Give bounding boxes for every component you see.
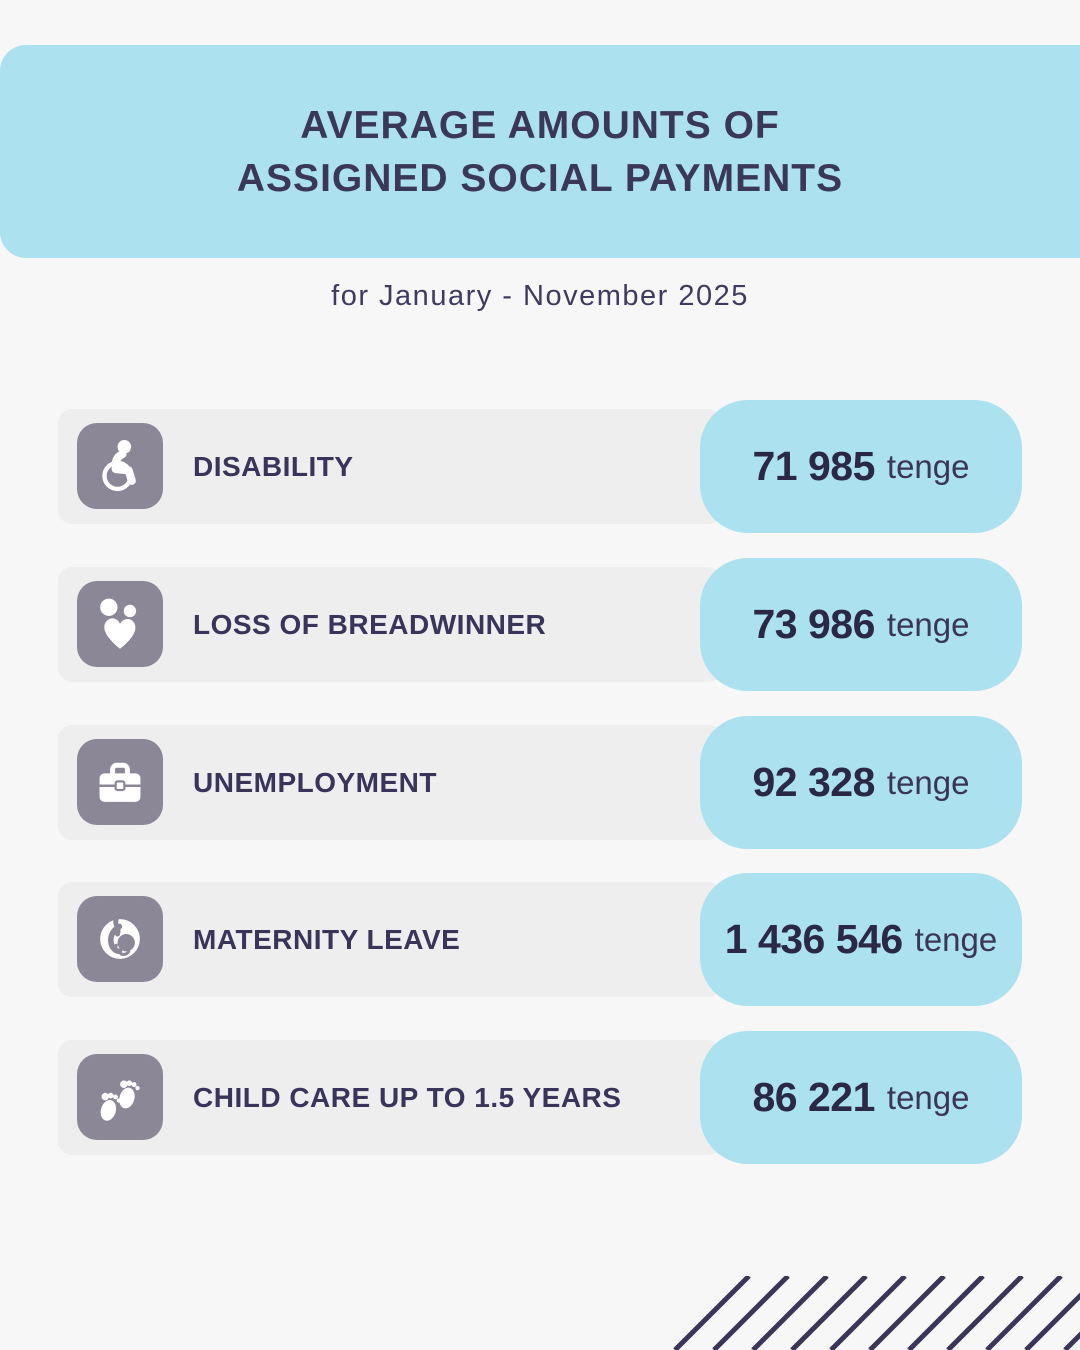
wheelchair-icon bbox=[77, 423, 163, 509]
amount-pill bbox=[700, 558, 1022, 691]
amount-pill bbox=[700, 716, 1022, 849]
amount-pill bbox=[700, 400, 1022, 533]
header-band bbox=[0, 45, 1080, 258]
amount-value: 71 985 bbox=[752, 443, 875, 489]
wheelchair-icon-glyph bbox=[89, 435, 151, 497]
payment-row-unemployment bbox=[0, 716, 1080, 849]
amount-value: 1 436 546 bbox=[724, 916, 903, 962]
briefcase-icon bbox=[77, 739, 163, 825]
baby-feet-icon-glyph bbox=[89, 1066, 151, 1128]
payment-label: MATERNITY LEAVE bbox=[193, 923, 461, 955]
amount-value: 92 328 bbox=[752, 759, 875, 805]
amount-unit: tenge bbox=[886, 763, 970, 801]
parent-child-icon bbox=[77, 581, 163, 667]
amount-value: 73 986 bbox=[752, 601, 875, 647]
period-subtitle: for January - November 2025 bbox=[331, 280, 749, 312]
amount-value: 86 221 bbox=[752, 1074, 875, 1120]
payment-label: CHILD CARE UP TO 1.5 YEARS bbox=[193, 1081, 622, 1113]
amount-unit: tenge bbox=[914, 920, 998, 958]
payment-label: UNEMPLOYMENT bbox=[193, 766, 437, 798]
page-title-line2: ASSIGNED SOCIAL PAYMENTS bbox=[236, 156, 844, 200]
amount-unit: tenge bbox=[886, 605, 970, 643]
page-title-line1: AVERAGE AMOUNTS OF bbox=[300, 103, 780, 147]
amount-pill bbox=[700, 873, 1022, 1006]
briefcase-icon-glyph bbox=[89, 751, 151, 813]
row-background-bar bbox=[58, 1040, 722, 1155]
row-background-bar bbox=[58, 409, 722, 524]
amount-unit: tenge bbox=[886, 1078, 970, 1116]
amount-pill bbox=[700, 1031, 1022, 1164]
diagonal-stripes-decoration bbox=[653, 1276, 1080, 1350]
payment-row-loss-of-breadwinner bbox=[0, 558, 1080, 691]
row-background-bar bbox=[58, 567, 722, 682]
row-background-bar bbox=[58, 725, 722, 840]
parent-child-icon-glyph bbox=[89, 593, 151, 655]
payment-label: LOSS OF BREADWINNER bbox=[193, 608, 547, 640]
baby-feet-icon bbox=[77, 1054, 163, 1140]
row-background-bar bbox=[58, 882, 722, 997]
payment-label: DISABILITY bbox=[193, 450, 354, 482]
fetus-icon bbox=[77, 896, 163, 982]
payment-row-disability bbox=[0, 400, 1080, 533]
payment-row-maternity-leave bbox=[0, 873, 1080, 1006]
amount-unit: tenge bbox=[886, 447, 970, 485]
payment-row-child-care bbox=[0, 1031, 1080, 1164]
fetus-icon-glyph bbox=[89, 908, 151, 970]
